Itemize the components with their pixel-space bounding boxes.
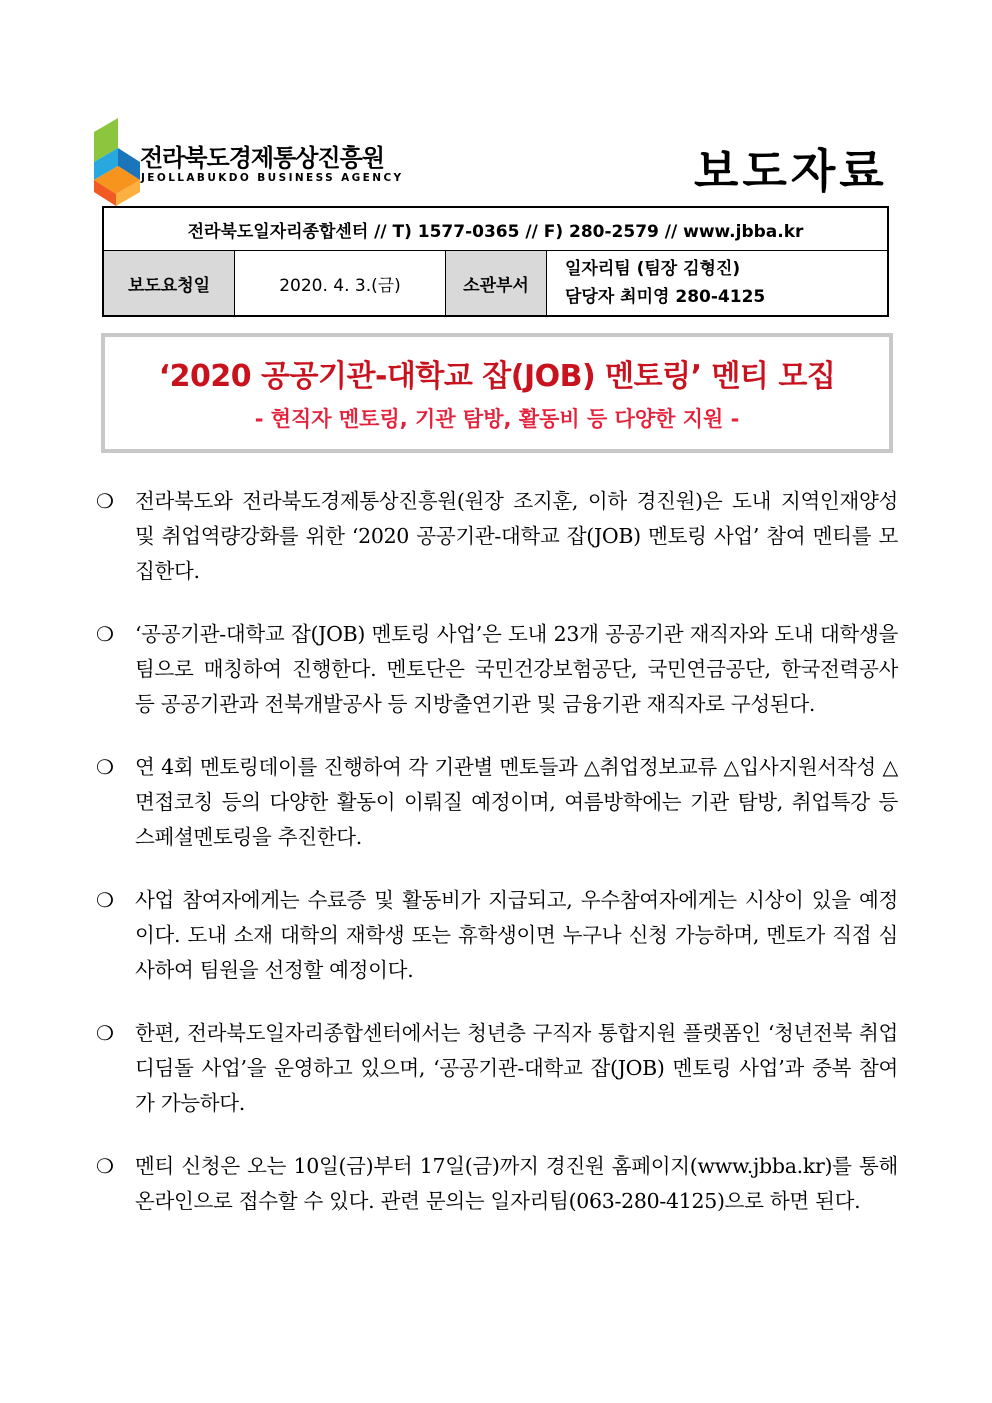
org-logo (94, 118, 140, 206)
sub-headline: - 현직자 멘토링, 기관 탐방, 활동비 등 다양한 지원 - (254, 407, 740, 431)
body-paragraphs (96, 484, 898, 1247)
paragraph-text: ‘공공기관-대학교 잡(JOB) 멘토링 사업’은 도내 23개 공공기관 재직자와 도내 대학생을 팀으로 매칭하여 진행한다. 멘토단은 국민건강보험공단, 국민연금공단, 한국전력공사 등 공공기관과 전북개발공사 등 지방출연기관 및 금융기관 재직자로 구성된다. (135, 622, 898, 716)
request-date-label: 보도요청일 (103, 251, 235, 317)
paragraph (96, 883, 898, 988)
contact-person: 담당자 최미영 280-4125 (565, 287, 766, 307)
paragraph (96, 750, 898, 855)
org-name-ko: 전라북도경제통상진흥원 (140, 144, 385, 172)
paragraph (96, 484, 898, 589)
info-table (102, 206, 889, 317)
bullet-icon: ❍ (96, 489, 114, 513)
request-date: 2020. 4. 3.(금) (235, 251, 446, 317)
paragraph (96, 617, 898, 722)
paragraph (96, 1016, 898, 1121)
contact-line: 전라북도일자리종합센터 // T) 1577-0365 // F) 280-2579 // www.jbba.kr (103, 207, 888, 251)
org-name-en: JEOLLABUKDO BUSINESS AGENCY (141, 172, 404, 184)
paragraph (96, 1149, 898, 1219)
dept-label: 소관부서 (446, 251, 547, 317)
headline: ‘2020 공공기관-대학교 잡(JOB) 멘토링’ 멘티 모집 (158, 359, 836, 394)
headline-box (101, 333, 893, 453)
team-name: 일자리팀 (팀장 김형진) (565, 259, 741, 279)
bullet-icon: ❍ (96, 888, 114, 912)
doc-type-title: 보도자료 (694, 144, 888, 198)
dept-contact (547, 251, 889, 317)
paragraph-text: 멘티 신청은 오는 10일(금)부터 17일(금)까지 경진원 홈페이지(www.jbba.kr)를 통해 온라인으로 접수할 수 있다. 관련 문의는 일자리팀(063-280-4125)으로 하면 된다. (135, 1154, 898, 1213)
bullet-icon: ❍ (96, 622, 114, 646)
bullet-icon: ❍ (96, 1154, 114, 1178)
paragraph-text: 사업 참여자에게는 수료증 및 활동비가 지급되고, 우수참여자에게는 시상이 있을 예정이다. 도내 소재 대학의 재학생 또는 휴학생이면 누구나 신청 가능하며, 멘토가 직접 심사하여 팀원을 선정할 예정이다. (135, 888, 898, 982)
paragraph-text: 한편, 전라북도일자리종합센터에서는 청년층 구직자 통합지원 플랫폼인 ‘청년전북 취업디딤돌 사업’을 운영하고 있으며, ‘공공기관-대학교 잡(JOB) 멘토링 사업’과 중복 참여가 가능하다. (135, 1021, 898, 1115)
paragraph-text: 전라북도와 전라북도경제통상진흥원(원장 조지훈, 이하 경진원)은 도내 지역인재양성 및 취업역량강화를 위한 ‘2020 공공기관-대학교 잡(JOB) 멘토링 사업’ 참여 멘티를 모집한다. (135, 489, 898, 583)
bullet-icon: ❍ (96, 755, 114, 779)
bullet-icon: ❍ (96, 1021, 114, 1045)
paragraph-text: 연 4회 멘토링데이를 진행하여 각 기관별 멘토들과 △취업정보교류 △입사지원서작성 △면접코칭 등의 다양한 활동이 이뤄질 예정이며, 여름방학에는 기관 탐방, 취업특강 등 스페셜멘토링을 추진한다. (135, 755, 898, 849)
